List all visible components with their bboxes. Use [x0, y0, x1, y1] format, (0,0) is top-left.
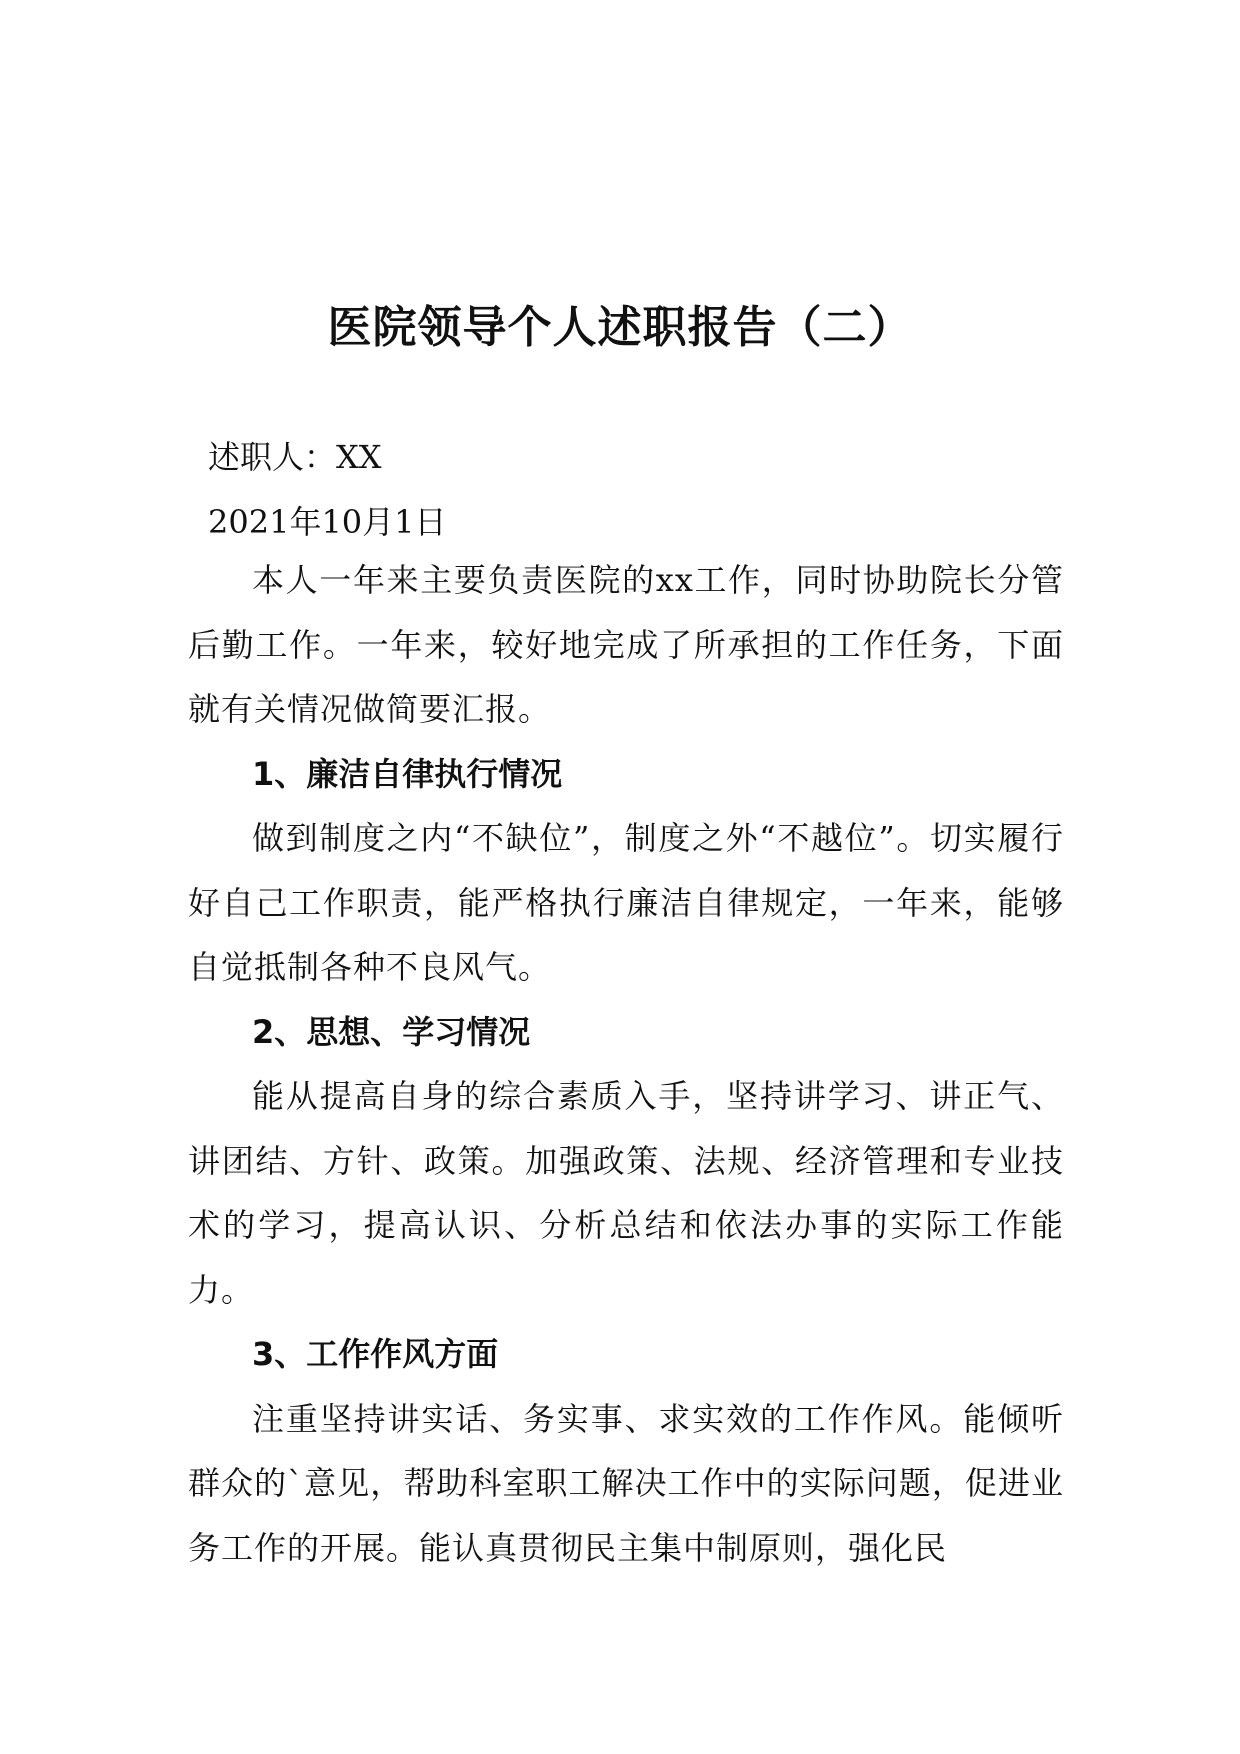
intro-paragraph: 本人一年来主要负责医院的xx工作，同时协助院长分管后勤工作。一年来，较好地完成了所承担的工作任务，下面就有关情况做简要汇报。 — [188, 561, 1064, 728]
document-title: 医院领导个人述职报告（二） — [327, 302, 913, 353]
section-heading: 2、思想、学习情况 — [252, 1012, 531, 1051]
section-paragraph: 注重坚持讲实话、务实事、求实效的工作作风。能倾听群众的`意见，帮助科室职工解决工作中的实际问题，促进业务工作的开展。能认真贯彻民主集中制原则，强化民 — [188, 1399, 1064, 1567]
section-paragraph: 做到制度之内“不缺位”，制度之外“不越位”。切实履行好自己工作职责，能严格执行廉洁自律规定，一年来，能够自觉抵制各种不良风气。 — [188, 819, 1064, 986]
section-heading: 3、工作作风方面 — [252, 1335, 499, 1373]
date-line: 2021年10月1日 — [208, 503, 447, 541]
document-body — [188, 548, 1064, 1580]
section-heading: 1、廉洁自律执行情况 — [252, 754, 563, 793]
section-paragraph: 能从提高自身的综合素质入手，坚持讲学习、讲正气、讲团结、方针、政策。加强政策、法规、经济管理和专业技术的学习，提高认识、分析总结和依法办事的实际工作能力。 — [188, 1077, 1064, 1309]
reporter-line: 述职人：XX — [208, 438, 382, 476]
